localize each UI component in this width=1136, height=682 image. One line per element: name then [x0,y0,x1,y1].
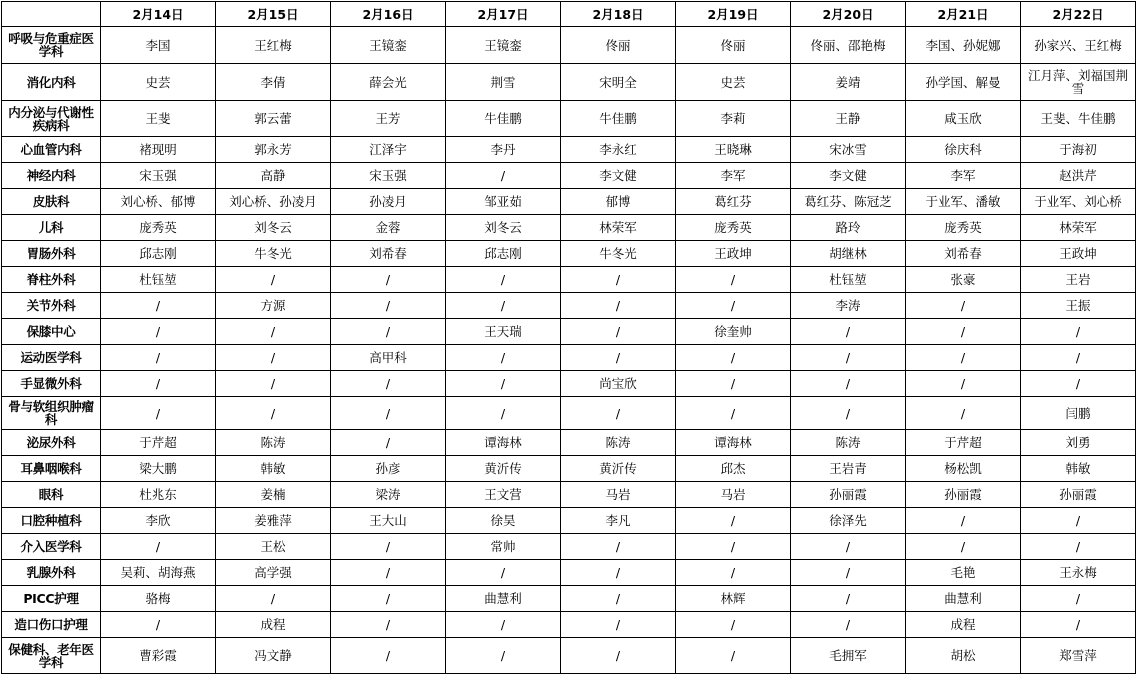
table-row [2,137,1136,163]
doctor-cell: / [906,397,1021,430]
doctor-cell: / [676,371,791,397]
doctor-cell: 郭云蕾 [216,101,331,137]
doctor-cell: 杜钰堃 [101,267,216,293]
date-header: 2月18日 [561,2,676,27]
doctor-cell: 孙彦 [331,456,446,482]
doctor-cell: 杨松凯 [906,456,1021,482]
doctor-cell: / [906,508,1021,534]
doctor-cell: 牛佳鹏 [561,101,676,137]
doctor-cell: / [1021,319,1136,345]
doctor-cell: 牛冬光 [561,241,676,267]
doctor-cell: 刘希春 [331,241,446,267]
doctor-cell: / [331,319,446,345]
doctor-cell: / [331,371,446,397]
doctor-cell: 李文健 [561,163,676,189]
doctor-cell: 成程 [906,612,1021,638]
doctor-cell: 李文健 [791,163,906,189]
doctor-cell: / [216,397,331,430]
doctor-cell: / [561,612,676,638]
doctor-cell: 李军 [676,163,791,189]
department-name: 手显微外科 [2,371,101,397]
doctor-cell: 刘冬云 [446,215,561,241]
doctor-cell: 王政坤 [676,241,791,267]
doctor-cell: / [676,612,791,638]
doctor-cell: 李欣 [101,508,216,534]
doctor-cell: / [1021,371,1136,397]
doctor-cell: 荆雪 [446,64,561,101]
department-name: PICC护理 [2,586,101,612]
doctor-cell: 宋明全 [561,64,676,101]
doctor-cell: / [791,586,906,612]
doctor-cell: / [906,371,1021,397]
doctor-cell: 李莉 [676,101,791,137]
doctor-cell: 王斐、牛佳鹏 [1021,101,1136,137]
table-row [2,534,1136,560]
department-name: 皮肤科 [2,189,101,215]
doctor-cell: 庞秀英 [101,215,216,241]
doctor-cell: 姜楠 [216,482,331,508]
doctor-cell: 孙丽霞 [906,482,1021,508]
doctor-cell: / [446,267,561,293]
table-row [2,508,1136,534]
doctor-cell: 刘冬云 [216,215,331,241]
department-name: 造口伤口护理 [2,612,101,638]
doctor-cell: 孙丽霞 [791,482,906,508]
doctor-cell: 王晓琳 [676,137,791,163]
doctor-cell: 于海初 [1021,137,1136,163]
doctor-cell: 王大山 [331,508,446,534]
doctor-cell: 王红梅 [216,27,331,64]
doctor-cell: / [676,638,791,674]
department-name: 内分泌与代谢性疾病科 [2,101,101,137]
doctor-cell: 姜靖 [791,64,906,101]
doctor-cell: 葛红芬、陈冠芝 [791,189,906,215]
doctor-cell: / [791,397,906,430]
doctor-cell: / [331,638,446,674]
doctor-cell: 闫鹏 [1021,397,1136,430]
doctor-cell: / [561,319,676,345]
doctor-cell: 徐昊 [446,508,561,534]
doctor-cell: 胡松 [906,638,1021,674]
doctor-cell: / [101,397,216,430]
department-name: 眼科 [2,482,101,508]
doctor-cell: 宋玉强 [101,163,216,189]
table-row [2,612,1136,638]
doctor-cell: 王镜銮 [331,27,446,64]
doctor-cell: / [676,345,791,371]
doctor-cell: 林辉 [676,586,791,612]
doctor-cell: 林荣军 [1021,215,1136,241]
table-row [2,456,1136,482]
table-row [2,319,1136,345]
doctor-cell: 刘心桥、孙凌月 [216,189,331,215]
doctor-cell: 曹彩霞 [101,638,216,674]
doctor-cell: / [676,508,791,534]
doctor-cell: / [676,560,791,586]
doctor-cell: 徐泽先 [791,508,906,534]
doctor-cell: / [906,319,1021,345]
doctor-cell: / [446,397,561,430]
doctor-cell: 庞秀英 [906,215,1021,241]
doctor-cell: 王文营 [446,482,561,508]
doctor-cell: 王天瑞 [446,319,561,345]
doctor-cell: / [791,319,906,345]
table-row [2,586,1136,612]
doctor-cell: 郑雪萍 [1021,638,1136,674]
doctor-cell: 佟丽、邵艳梅 [791,27,906,64]
doctor-cell: 宋玉强 [331,163,446,189]
doctor-cell: 王永梅 [1021,560,1136,586]
table-row [2,189,1136,215]
doctor-cell: 赵洪芹 [1021,163,1136,189]
doctor-cell: 毛拥军 [791,638,906,674]
doctor-cell: 梁大鹏 [101,456,216,482]
department-name: 乳腺外科 [2,560,101,586]
doctor-cell: / [1021,612,1136,638]
doctor-cell: 吴莉、胡海燕 [101,560,216,586]
doctor-cell: / [331,560,446,586]
doctor-cell: / [101,534,216,560]
doctor-cell: 王镜銮 [446,27,561,64]
doctor-cell: 马岩 [676,482,791,508]
doctor-cell: 王松 [216,534,331,560]
department-name: 消化内科 [2,64,101,101]
doctor-cell: / [446,163,561,189]
doctor-cell: / [331,267,446,293]
doctor-cell: 李凡 [561,508,676,534]
doctor-cell: 李国、孙妮娜 [906,27,1021,64]
doctor-cell: / [676,534,791,560]
doctor-cell: / [1021,345,1136,371]
doctor-cell: / [216,586,331,612]
doctor-cell: 刘心桥、郁博 [101,189,216,215]
doctor-cell: 王岩青 [791,456,906,482]
doctor-cell: 刘希春 [906,241,1021,267]
doctor-cell: / [446,638,561,674]
doctor-cell: 杜钰堃 [791,267,906,293]
department-name: 泌尿外科 [2,430,101,456]
table-row [2,482,1136,508]
doctor-cell: / [791,534,906,560]
department-name: 心血管内科 [2,137,101,163]
date-header: 2月15日 [216,2,331,27]
doctor-cell: / [446,293,561,319]
doctor-cell: 高学强 [216,560,331,586]
doctor-cell: 佟丽 [676,27,791,64]
doctor-cell: 李永红 [561,137,676,163]
doctor-cell: / [216,319,331,345]
department-name: 介入医学科 [2,534,101,560]
doctor-cell: / [331,586,446,612]
department-name: 关节外科 [2,293,101,319]
doctor-cell: / [1021,508,1136,534]
doctor-cell: / [561,293,676,319]
doctor-cell: 褚现明 [101,137,216,163]
table-row [2,397,1136,430]
date-header: 2月17日 [446,2,561,27]
doctor-cell: / [1021,586,1136,612]
doctor-cell: / [906,293,1021,319]
doctor-cell: / [446,612,561,638]
doctor-cell: 庞秀英 [676,215,791,241]
doctor-cell: 高甲科 [331,345,446,371]
doctor-cell: 于芹超 [906,430,1021,456]
doctor-cell: / [101,319,216,345]
doctor-cell: / [791,612,906,638]
doctor-cell: 路玲 [791,215,906,241]
doctor-cell: / [216,267,331,293]
table-row [2,101,1136,137]
department-name: 胃肠外科 [2,241,101,267]
doctor-cell: 黄沂传 [446,456,561,482]
doctor-cell: 谭海林 [446,430,561,456]
table-row [2,64,1136,101]
department-name: 骨与软组织肿瘤科 [2,397,101,430]
doctor-cell: 徐庆科 [906,137,1021,163]
doctor-cell: / [676,267,791,293]
table-row [2,430,1136,456]
doctor-cell: / [561,397,676,430]
doctor-cell: 李丹 [446,137,561,163]
doctor-cell: 王政坤 [1021,241,1136,267]
table-row [2,27,1136,64]
doctor-cell: / [676,397,791,430]
table-row [2,560,1136,586]
doctor-cell: 咸玉欣 [906,101,1021,137]
doctor-cell: 徐奎帅 [676,319,791,345]
header-row [2,2,1136,27]
doctor-cell: / [1021,534,1136,560]
doctor-cell: / [216,371,331,397]
doctor-cell: / [791,371,906,397]
date-header: 2月19日 [676,2,791,27]
date-header: 2月22日 [1021,2,1136,27]
doctor-cell: / [101,371,216,397]
doctor-cell: / [331,397,446,430]
department-name: 脊柱外科 [2,267,101,293]
doctor-cell: / [101,293,216,319]
schedule-body [2,27,1136,674]
table-row [2,215,1136,241]
doctor-cell: 陈涛 [561,430,676,456]
doctor-cell: / [791,345,906,371]
doctor-cell: 于芹超 [101,430,216,456]
doctor-cell: 刘勇 [1021,430,1136,456]
doctor-cell: / [331,430,446,456]
doctor-cell: / [561,560,676,586]
doctor-cell: 姜雅萍 [216,508,331,534]
doctor-cell: 江泽宇 [331,137,446,163]
doctor-cell: 于业军、潘敏 [906,189,1021,215]
corner-cell [2,2,101,27]
doctor-cell: 王静 [791,101,906,137]
doctor-cell: 谭海林 [676,430,791,456]
table-row [2,371,1136,397]
table-row [2,267,1136,293]
doctor-cell: / [331,612,446,638]
doctor-cell: 郁博 [561,189,676,215]
doctor-cell: 韩敏 [1021,456,1136,482]
doctor-cell: / [331,534,446,560]
doctor-cell: 方源 [216,293,331,319]
doctor-cell: / [446,371,561,397]
doctor-cell: 王振 [1021,293,1136,319]
doctor-cell: 宋冰雪 [791,137,906,163]
doctor-cell: 冯文静 [216,638,331,674]
doctor-cell: 史芸 [101,64,216,101]
date-header: 2月16日 [331,2,446,27]
date-header: 2月20日 [791,2,906,27]
doctor-cell: 于业军、刘心桥 [1021,189,1136,215]
doctor-cell: 杜兆东 [101,482,216,508]
date-header: 2月14日 [101,2,216,27]
doctor-cell: 林荣军 [561,215,676,241]
doctor-cell: 李军 [906,163,1021,189]
doctor-cell: 佟丽 [561,27,676,64]
doctor-cell: / [561,267,676,293]
department-name: 耳鼻咽喉科 [2,456,101,482]
doctor-cell: 马岩 [561,482,676,508]
doctor-cell: 胡继林 [791,241,906,267]
department-name: 运动医学科 [2,345,101,371]
doctor-cell: 邹亚茹 [446,189,561,215]
department-name: 儿科 [2,215,101,241]
doctor-cell: 牛冬光 [216,241,331,267]
doctor-cell: / [216,345,331,371]
doctor-cell: 王岩 [1021,267,1136,293]
doctor-cell: 王斐 [101,101,216,137]
doctor-cell: 曲慧利 [906,586,1021,612]
doctor-cell: 李倩 [216,64,331,101]
doctor-cell: 孙家兴、王红梅 [1021,27,1136,64]
doctor-cell: 邱志刚 [101,241,216,267]
doctor-cell: / [906,534,1021,560]
doctor-cell: 张豪 [906,267,1021,293]
doctor-cell: / [446,345,561,371]
doctor-cell: 金蓉 [331,215,446,241]
doctor-cell: / [101,345,216,371]
doctor-cell: 郭永芳 [216,137,331,163]
table-row [2,293,1136,319]
doctor-cell: 邱杰 [676,456,791,482]
doctor-cell: 尚宝欣 [561,371,676,397]
doctor-cell: 李国 [101,27,216,64]
department-name: 保膝中心 [2,319,101,345]
doctor-cell: 史芸 [676,64,791,101]
doctor-cell: / [561,586,676,612]
doctor-cell: 孙学国、解曼 [906,64,1021,101]
doctor-cell: 牛佳鹏 [446,101,561,137]
department-name: 呼吸与危重症医学科 [2,27,101,64]
doctor-cell: 成程 [216,612,331,638]
doctor-cell: / [561,534,676,560]
doctor-cell: 骆梅 [101,586,216,612]
doctor-cell: 陈涛 [791,430,906,456]
doctor-cell: / [561,638,676,674]
doctor-cell: 李涛 [791,293,906,319]
doctor-cell: 薛会光 [331,64,446,101]
doctor-cell: / [101,612,216,638]
doctor-cell: 孙丽霞 [1021,482,1136,508]
doctor-cell: 邱志刚 [446,241,561,267]
doctor-cell: 江月萍、刘福国荆雪 [1021,64,1136,101]
doctor-cell: 韩敏 [216,456,331,482]
doctor-cell: 梁涛 [331,482,446,508]
doctor-cell: / [331,293,446,319]
doctor-cell: / [446,560,561,586]
schedule-table [1,1,1136,674]
department-name: 神经内科 [2,163,101,189]
doctor-cell: 陈涛 [216,430,331,456]
date-header: 2月21日 [906,2,1021,27]
doctor-cell: / [906,345,1021,371]
doctor-cell: / [561,345,676,371]
doctor-cell: 孙凌月 [331,189,446,215]
doctor-cell: 毛艳 [906,560,1021,586]
table-row [2,345,1136,371]
doctor-cell: / [676,293,791,319]
doctor-cell: 曲慧利 [446,586,561,612]
doctor-cell: 常帅 [446,534,561,560]
doctor-cell: 葛红芬 [676,189,791,215]
department-name: 口腔种植科 [2,508,101,534]
doctor-cell: / [791,560,906,586]
table-row [2,241,1136,267]
doctor-cell: 王芳 [331,101,446,137]
table-row [2,638,1136,674]
doctor-cell: 高静 [216,163,331,189]
table-row [2,163,1136,189]
department-name: 保健科、老年医学科 [2,638,101,674]
doctor-cell: 黄沂传 [561,456,676,482]
